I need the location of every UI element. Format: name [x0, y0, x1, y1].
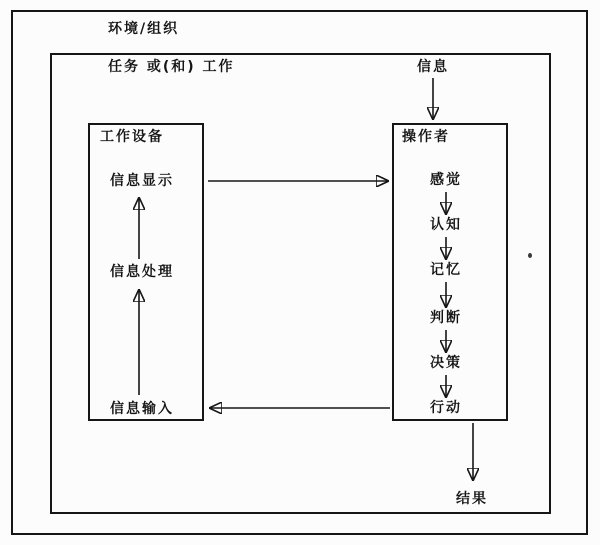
environment-label: 环境/组织: [108, 21, 180, 37]
result-label: 结果: [456, 491, 488, 507]
operator-item-action: 行动: [430, 400, 462, 416]
operator-box-title: 操作者: [402, 129, 450, 145]
operator-item-decision: 决策: [430, 355, 462, 371]
operator-item-cognition: 认知: [430, 217, 462, 233]
equipment-box-title: 工作设备: [100, 129, 164, 145]
scan-speckle: [528, 253, 532, 258]
info-label: 信息: [417, 59, 449, 75]
equipment-item-processing: 信息处理: [110, 264, 174, 280]
equipment-item-input: 信息输入: [110, 401, 174, 417]
task-label: 任务 或(和) 工作: [108, 59, 235, 75]
equipment-item-display: 信息显示: [110, 173, 174, 189]
operator-item-memory: 记忆: [430, 262, 462, 278]
operator-item-sensation: 感觉: [430, 172, 462, 188]
operator-item-judgment: 判断: [430, 310, 462, 326]
